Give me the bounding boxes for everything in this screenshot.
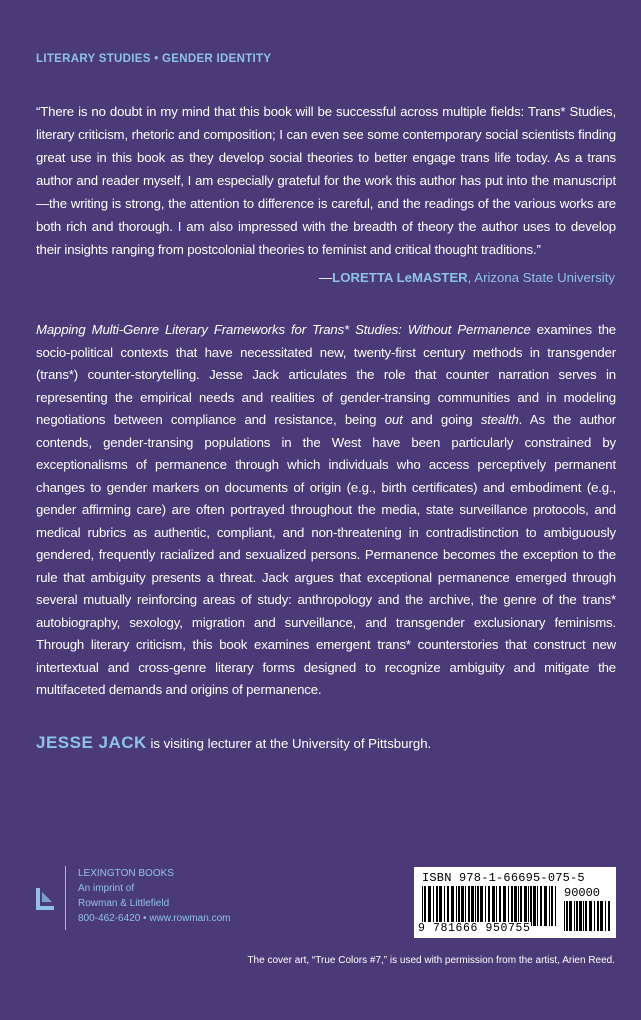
isbn-text: ISBN 978-1-66695-075-5	[422, 871, 585, 885]
publisher-imprint: An imprint of	[78, 883, 135, 894]
publisher-info	[78, 866, 230, 926]
barcode-box	[414, 867, 616, 938]
attribution-dash: —	[318, 270, 333, 285]
publisher-contact: 800-462-6420 • www.rowman.com	[78, 913, 231, 924]
author-bio	[36, 733, 431, 753]
price-code: 90000	[564, 886, 601, 900]
price-barcode	[564, 901, 610, 931]
description-part-3: . As the author contends, gender-transing populations in the West have been particularly constrained by exceptionalisms of permanence through which individuals who access perceptively permanent changes to gender markers on documents of origin (e.g., birth certificates) and embodiment (e.g., gender affirming care) are often portrayed throughout the media, state surveillance protocols, and medical rubrics as authentic, compliant, and non-threatening in contradistinction to ambiguously gendered, frequently racialized and sexualized persons. Permanence becomes the exception to the rule that ambiguity presents a threat. Jack argues that exceptional permanence emerged through several mutually reinforcing areas of study: anthropology and the archive, the genre of the trans* autobiography, sexology, migration and surveillance, and transgender exclusionary feminisms. Through literary criticism, this book examines emergent trans* counterstories that construct new intertextual and cross-genre literary forms designed to recognize ambiguity and mitigate the multifaceted demands and origins of permanence.	[36, 412, 616, 697]
quote-text: “There is no doubt in my mind that this book will be successful across multiple fields: Trans* Studies, literary criticism, rhetoric and composition; I can even see some contemporary social scientists finding great use in this book as they develop social theories to better engage trans life today. As a trans author and reader myself, I am especially grateful for the work this author has put into the manuscript—the writing is strong, the attention to difference is careful, and the readings of the various works are both rich and thorough. I am also impressed with the breadth of theory the author uses to develop their insights ranging from postcolonial theories to feminist and critical thought traditions.”	[36, 104, 616, 257]
attribution-name: LORETTA LeMASTER	[332, 270, 468, 285]
quote-attribution	[319, 270, 615, 285]
description-emphasis-out: out	[384, 412, 403, 427]
description-emphasis-stealth: stealth	[480, 412, 519, 427]
author-name: JESSE JACK	[36, 733, 147, 752]
publisher-parent: Rowman & Littlefield	[78, 898, 170, 909]
attribution-affiliation: , Arizona State University	[467, 270, 615, 285]
cover-art-credit: The cover art, “True Colors #7,” is used with permission from the artist, Arien Reed.	[247, 955, 615, 966]
description-part-2: and going	[402, 412, 481, 427]
lexington-logo-icon	[36, 886, 56, 912]
publisher-name: LEXINGTON BOOKS	[78, 868, 174, 879]
ean-number: 9 781666 950755	[418, 922, 531, 935]
author-bio-text: is visiting lecturer at the University of Pittsburgh.	[146, 736, 432, 751]
ean-barcode	[422, 886, 556, 926]
endorsement-quote	[36, 100, 616, 261]
category-label: LITERARY STUDIES • GENDER IDENTITY	[36, 53, 272, 65]
publisher-divider	[65, 866, 66, 930]
book-title: Mapping Multi-Genre Literary Frameworks for Trans* Studies: Without Permanence	[36, 322, 531, 337]
description-part-1: examines the socio-political contexts that have necessitated new, twenty-first century methods in transgender (trans*) counter-storytelling. Jesse Jack articulates the role that counter narration serves in representing the empirical needs and realities of gender-transing communities and in modeling negotiations between compliance and resistance, being	[36, 322, 616, 427]
book-description	[36, 319, 616, 702]
